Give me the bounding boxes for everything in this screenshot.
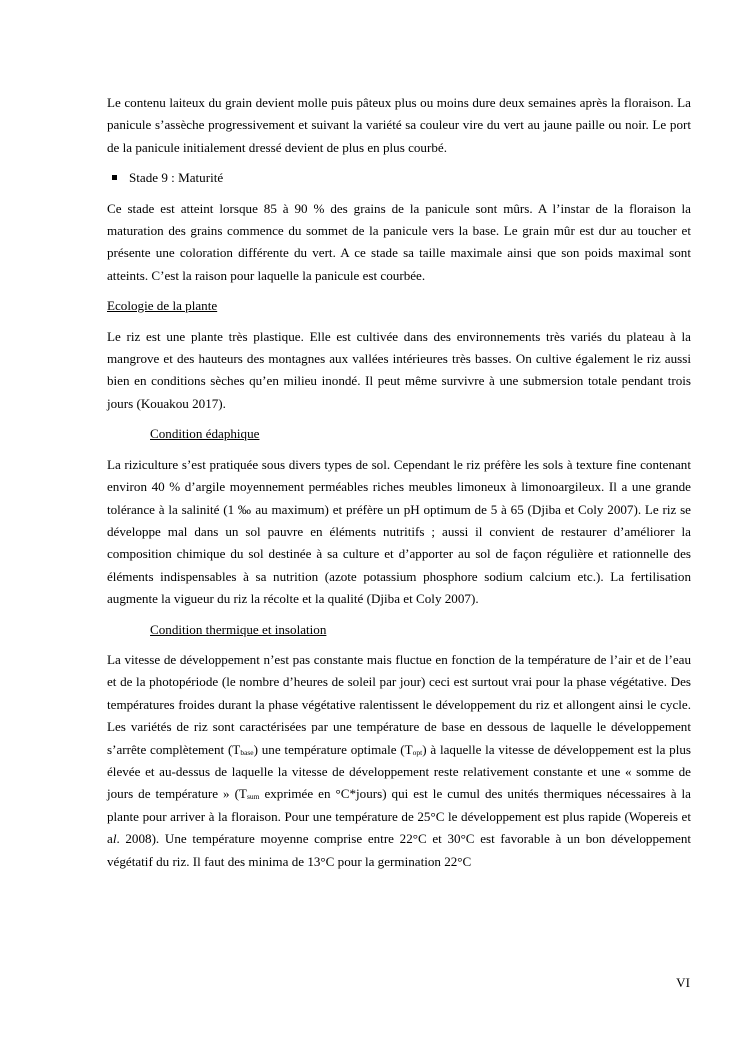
page-number: VI <box>676 975 690 990</box>
bullet-stage-9-label: Stade 9 : Maturité <box>129 170 224 186</box>
paragraph-thermal <box>107 649 691 873</box>
subheading-thermal: Condition thermique et insolation <box>150 621 327 637</box>
thermal-text-3: ) à laquelle la vitesse de développement est la plus élevée et au-dessus de laquelle la vitesse de développement reste relativement constante et une « somme de jours de température » (T <box>107 741 691 802</box>
thermal-text-4: exprimée en °C*jours) qui est le cumul des unités thermiques nécessaires à la plante pour arriver à la floraison. Pour une température de 25°C le développement est plus rapide (Wopereis et a <box>107 786 691 847</box>
paragraph-grain-content: Le contenu laiteux du grain devient molle puis pâteux plus ou moins dure deux semaines après la floraison. La panicule s’assèche progressivement et suivant la variété sa couleur vire du vert au jaune paille ou noir. Le port de la panicule initialement dressé devient de plus en plus courbé. <box>107 95 691 155</box>
thermal-text-2: ) une température optimale (T <box>253 741 413 757</box>
page-content <box>107 92 691 881</box>
subscript-opt: opt <box>412 747 423 757</box>
bullet-stage-9 <box>107 167 691 189</box>
italic-l: l <box>112 831 117 847</box>
paragraph-maturity: Ce stade est atteint lorsque 85 à 90 % des grains de la panicule sont mûrs. A l’instar de la floraison la maturation des grains commence du sommet de la panicule vers la base. Le grain mûr est dur au toucher et présente une coloration différente du vert. A ce stade sa taille maximale ainsi que son poids maximal sont atteints. C’est la raison pour laquelle la panicule est courbée. <box>107 200 691 283</box>
subheading-edaphic: Condition édaphique <box>150 426 260 442</box>
thermal-text-5: . 2008). Une température moyenne comprise entre 22°C et 30°C est favorable à un bon développement végétatif du riz. Il faut des minima de 13°C pour la germination 22°C <box>107 831 691 869</box>
subscript-sum: sum <box>246 792 260 802</box>
heading-ecology: Ecologie de la plante <box>107 298 218 314</box>
subscript-base: base <box>240 747 254 757</box>
paragraph-ecology: Le riz est une plante très plastique. Elle est cultivée dans des environnements très variés du plateau à la mangrove et des hauteurs des montagnes aux vallées intérieures très basses. On cultive également le riz aussi bien en conditions sèches qu’en milieu inondé. Il peut même survivre à une submersion totale pendant trois jours (Kouakou 2017). <box>107 328 691 411</box>
square-bullet-icon <box>112 175 117 180</box>
thermal-text-1: La vitesse de développement n’est pas constante mais fluctue en fonction de la température de l’air et de l’eau et de la photopériode (le nombre d’heures de soleil par jour) ceci est surtout vrai pour la phase végétative. Des températures froides durant la phase végétative ralentissent le développement du riz et allongent ainsi le cycle. Les variétés de riz sont caractérisées par une température de base en dessous de laquelle le développement s’arrête complètement (T <box>107 651 691 757</box>
paragraph-edaphic: La riziculture s’est pratiquée sous divers types de sol. Cependant le riz préfère les sols à texture fine contenant environ 40 % d’argile moyennement perméables riches meubles limoneux à limonoargileux. Il a une grande tolérance à la salinité (1 ‰ au maximum) et préfère un pH optimum de 5 à 65 (Djiba et Coly 2007). Le riz se développe mal dans un sol pauvre en éléments nutritifs ; aussi il convient de restaurer d’améliorer la composition chimique du sol destinée à sa culture et d’apporter au sol de façon régulière et rationnelle des éléments indispensables à sa nutrition (azote potassium phosphore sodium calcium etc.). La fertilisation augmente la vigueur du riz la récolte et la qualité (Djiba et Coly 2007). <box>107 456 691 607</box>
